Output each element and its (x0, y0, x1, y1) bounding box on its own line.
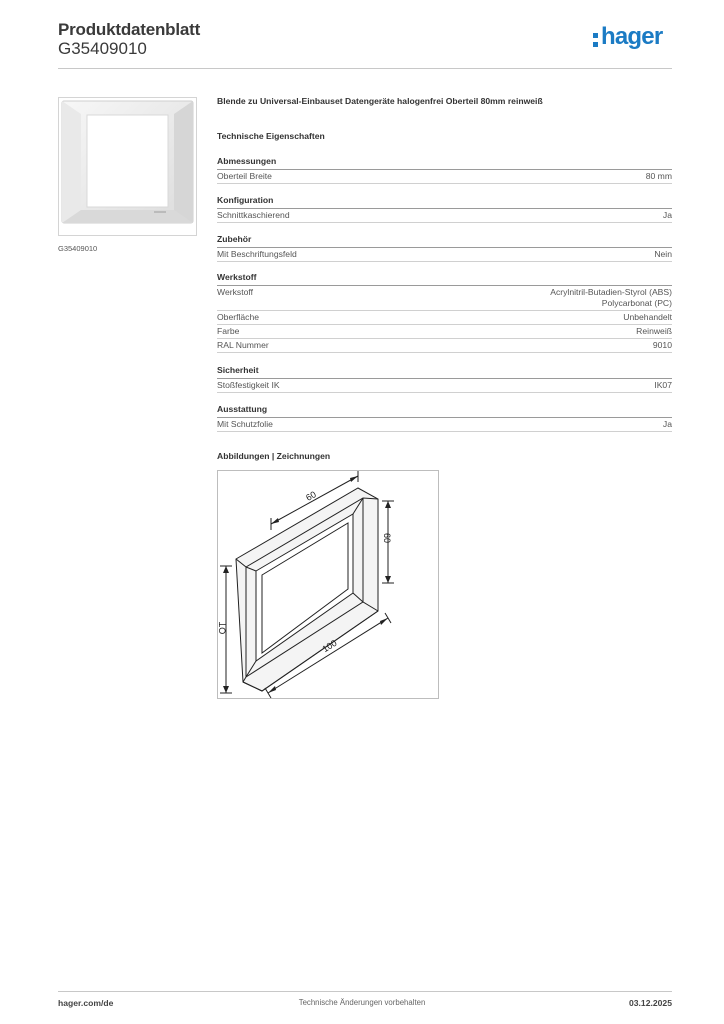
spec-group-sicherheit (217, 365, 672, 393)
spec-group-abmessungen (217, 156, 672, 184)
spec-label: Oberteil Breite (217, 171, 272, 181)
spec-value: Ja (662, 419, 672, 429)
page-title: Produktdatenblatt (58, 20, 201, 39)
spec-group-zubehoer (217, 234, 672, 262)
technical-drawing (217, 470, 439, 699)
dimension-label-left: OT (217, 621, 228, 635)
spec-label: RAL Nummer (217, 340, 269, 350)
group-title: Abmessungen (217, 156, 672, 170)
spec-group-konfiguration (217, 195, 672, 223)
product-description: Blende zu Universal-Einbauset Datengeräte halogenfrei Oberteil 80mm reinweiß (217, 96, 543, 106)
group-title: Zubehör (217, 234, 672, 248)
logo-dots-icon (593, 33, 598, 51)
spec-label: Mit Beschriftungsfeld (217, 249, 297, 259)
footer-divider (58, 991, 672, 992)
image-caption: G35409010 (58, 244, 98, 253)
spec-label: Farbe (217, 326, 240, 336)
footer-notice: Technische Änderungen vorbehalten (298, 998, 426, 1007)
spec-value: Unbehandelt (623, 312, 672, 322)
spec-label: Mit Schutzfolie (217, 419, 273, 429)
footer-website[interactable]: hager.com/de (58, 998, 114, 1008)
dimension-label-top: 60 (304, 489, 318, 503)
spec-value (550, 287, 672, 309)
spec-value: Ja (662, 210, 672, 220)
specs-title: Technische Eigenschaften (217, 131, 325, 141)
product-code: G35409010 (58, 39, 147, 58)
spec-row (217, 379, 672, 393)
spec-value: 9010 (652, 340, 672, 350)
product-image (58, 97, 197, 236)
faceplate-photo-icon (59, 98, 196, 235)
dimension-drawing-icon (218, 471, 438, 698)
spec-label: Schnittkaschierend (217, 210, 290, 220)
dimension-label-bottom: 100 (320, 637, 339, 655)
spec-row (217, 286, 672, 311)
group-title: Konfiguration (217, 195, 672, 209)
spec-label: Werkstoff (217, 287, 253, 297)
spec-label: Stoßfestigkeit IK (217, 380, 280, 390)
drawings-title: Abbildungen | Zeichnungen (217, 451, 331, 461)
group-title: Sicherheit (217, 365, 672, 379)
spec-value: IK07 (654, 380, 672, 390)
spec-value-line: Acrylnitril-Butadien-Styrol (ABS) (550, 287, 672, 297)
spec-row (217, 170, 672, 184)
spec-value: Reinweiß (636, 326, 672, 336)
spec-row (217, 418, 672, 432)
spec-row (217, 339, 672, 353)
spec-row (217, 248, 672, 262)
dimension-label-right: 60 (382, 532, 393, 544)
spec-value: 80 mm (645, 171, 672, 181)
spec-value: Nein (654, 249, 672, 259)
footer-date: 03.12.2025 (628, 998, 672, 1008)
spec-label: Oberfläche (217, 312, 260, 322)
spec-row (217, 311, 672, 325)
group-title: Ausstattung (217, 404, 672, 418)
header-divider (58, 68, 672, 69)
spec-group-ausstattung (217, 404, 672, 432)
spec-row (217, 209, 672, 223)
spec-value-line: Polycarbonat (PC) (601, 298, 672, 308)
spec-group-werkstoff (217, 272, 672, 353)
logo-text: hager (601, 23, 663, 50)
spec-row (217, 325, 672, 339)
group-title: Werkstoff (217, 272, 672, 286)
